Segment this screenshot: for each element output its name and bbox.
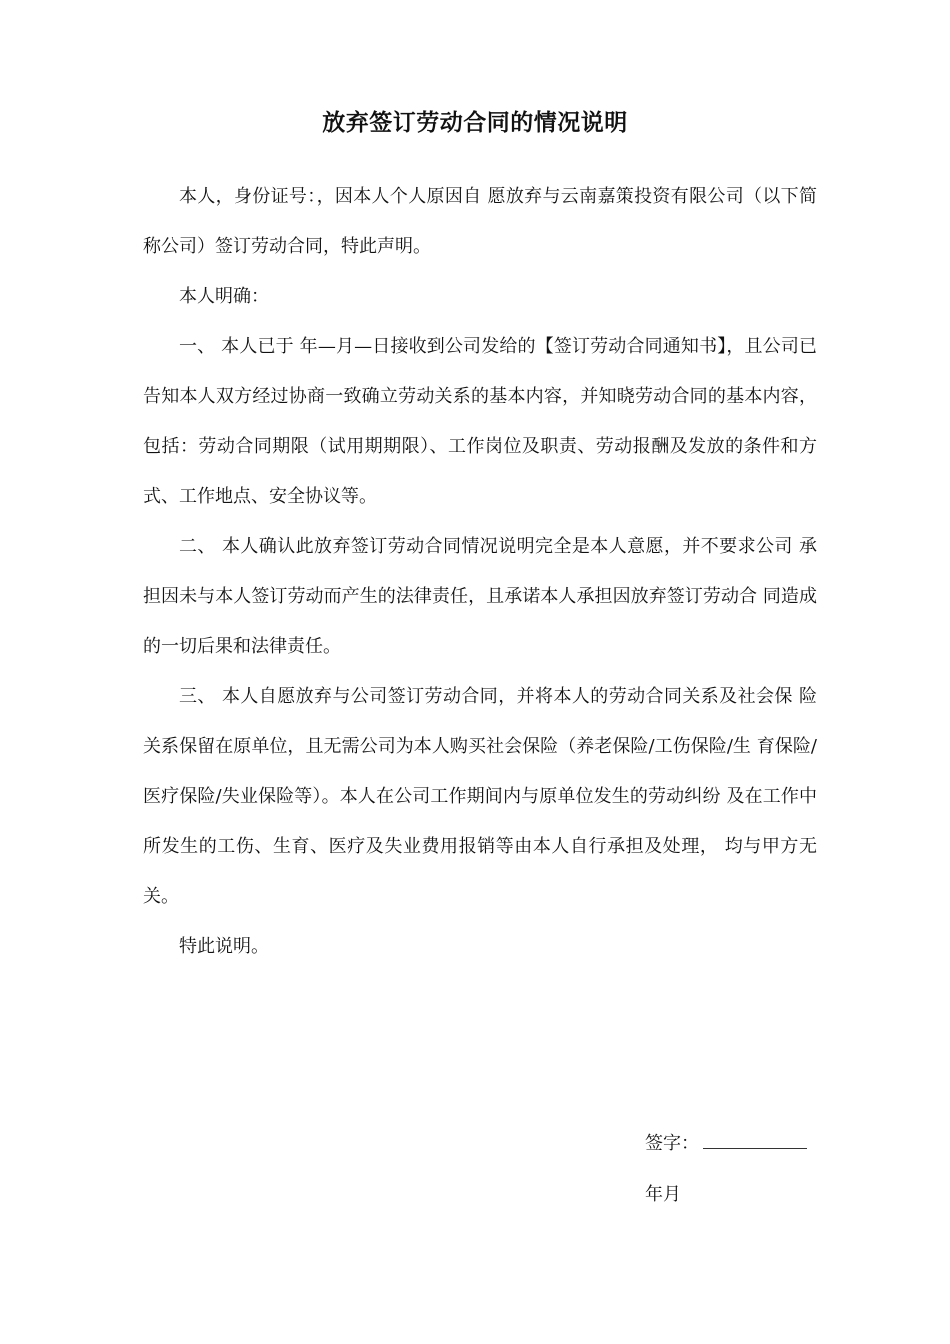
document-body xyxy=(143,172,817,972)
signature-line[interactable] xyxy=(703,1128,807,1149)
document-title: 放弃签订劳动合同的情况说明 xyxy=(322,109,628,136)
paragraph-item-1: 一、 本人已于 年—月—日接收到公司发给的【签订劳动合同通知书】，且公司已告知本人双方经过协商一致确立劳动关系的基本内容，并知晓劳动合同的基本内容，包括：劳动合同期限（试用期期限）、工作岗位及职责、劳动报酬及发放的条件和方式、工作地点、安全协议等。 xyxy=(143,336,817,507)
signature-label: 签字： xyxy=(645,1133,699,1154)
paragraph-clarify: 本人明确： xyxy=(179,286,269,307)
signature-block xyxy=(645,1128,807,1155)
paragraph-item-2: 二、 本人确认此放弃签订劳动合同情况说明完全是本人意愿，并不要求公司 承担因未与本人签订劳动而产生的法律责任，且承诺本人承担因放弃签订劳动合 同造成的一切后果和法律责任。 xyxy=(143,536,817,657)
paragraph-closing: 特此说明。 xyxy=(179,936,269,957)
date-label: 年月 xyxy=(645,1184,681,1205)
paragraph-item-3: 三、 本人自愿放弃与公司签订劳动合同，并将本人的劳动合同关系及社会保 险关系保留在原单位，且无需公司为本人购买社会保险（养老保险/工伤保险/生 育保险/医疗保险/失业保险等）。本人在公司工作期间内与原单位发生的劳动纠纷 及在工作中所发生的工伤、生育、医疗及失业费用报销等由本人自行承担及处理， 均与甲方无关。 xyxy=(143,686,817,907)
paragraph-declaration: 本人，身份证号：，因本人个人原因自 愿放弃与云南嘉策投资有限公司（以下简称公司）签订劳动合同，特此声明。 xyxy=(143,186,817,257)
